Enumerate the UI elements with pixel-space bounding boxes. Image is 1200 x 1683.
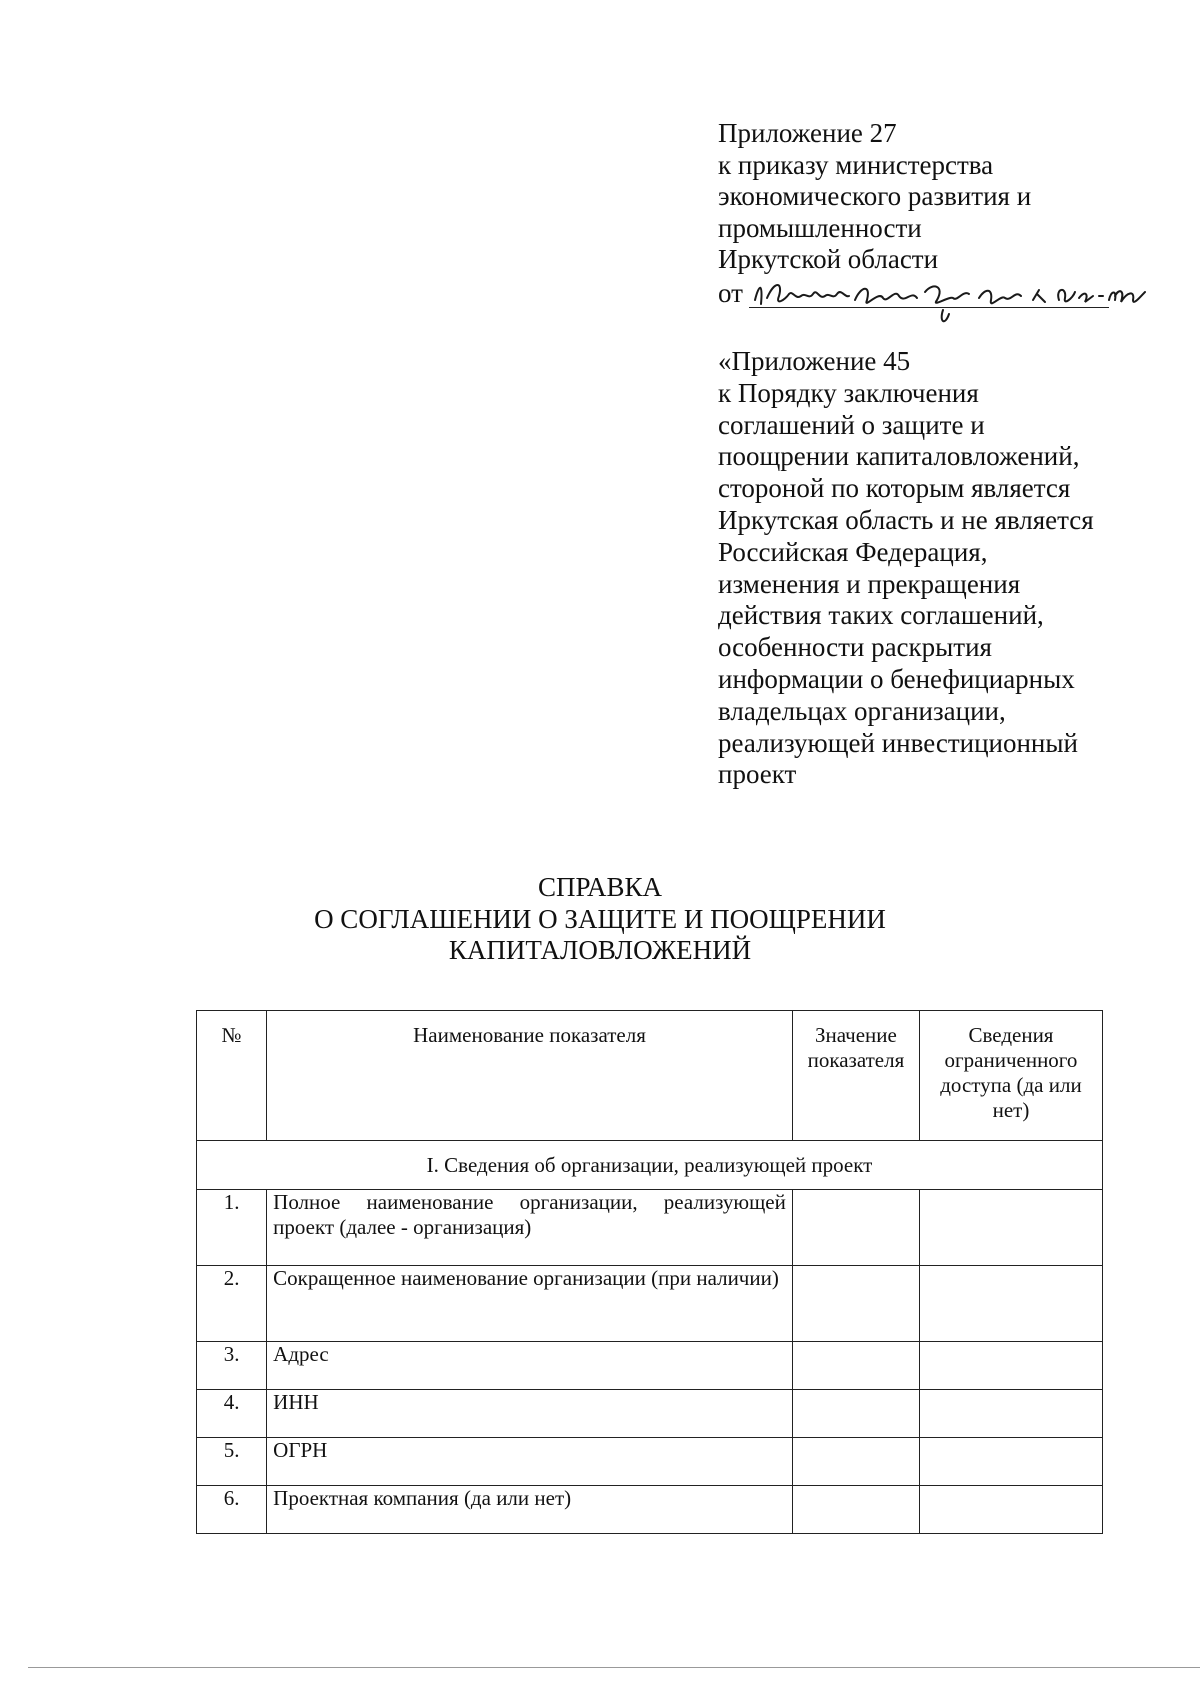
table-row (197, 1486, 1103, 1534)
row-value-cell[interactable] (792, 1390, 919, 1438)
row-restricted-cell[interactable] (919, 1438, 1102, 1486)
header-name: Наименование показателя (267, 1011, 793, 1141)
row-value-cell[interactable] (792, 1486, 919, 1534)
row-name: Адрес (267, 1342, 793, 1390)
table-row (197, 1342, 1103, 1390)
order-date-line (718, 276, 1109, 310)
title-line: О СОГЛАШЕНИИ О ЗАЩИТЕ И ПООЩРЕНИИ (314, 903, 886, 934)
annex-45-block (718, 346, 1094, 791)
row-name: Полное наименование организации, реализующей проект (далее - организация) (267, 1190, 793, 1266)
row-num: 2. (197, 1266, 267, 1342)
annex-line: поощрении капиталовложений, (718, 441, 1080, 472)
row-value-cell[interactable] (792, 1342, 919, 1390)
table-header-row (197, 1011, 1103, 1141)
row-name: Проектная компания (да или нет) (267, 1486, 793, 1534)
row-num: 3. (197, 1342, 267, 1390)
row-value-cell[interactable] (792, 1266, 919, 1342)
row-restricted-cell[interactable] (919, 1342, 1102, 1390)
annex-line: реализующей инвестиционный (718, 727, 1078, 758)
annex-line: экономического развития и (718, 181, 1032, 211)
section-row (197, 1141, 1103, 1190)
row-value-cell[interactable] (792, 1190, 919, 1266)
annex-line: соглашений о защите и (718, 409, 985, 440)
annex-line: изменения и прекращения (718, 568, 1021, 599)
header-num: № (197, 1011, 267, 1141)
handwritten-signature-icon (749, 270, 1169, 330)
annex-line: Иркутской области (718, 244, 939, 274)
annex-line: «Приложение 45 (718, 346, 911, 376)
annex-line: к Порядку заключения (718, 377, 979, 408)
row-num: 6. (197, 1486, 267, 1534)
from-prefix: от (718, 278, 743, 308)
annex-27-header (718, 118, 1109, 310)
page-bottom-rule (28, 1667, 1200, 1668)
header-restricted: Сведения ограниченного доступа (да или нет) (919, 1011, 1102, 1141)
row-name: ИНН (267, 1390, 793, 1438)
row-name: ОГРН (267, 1438, 793, 1486)
indicators-table (196, 1010, 1103, 1534)
header-value: Значение показателя (792, 1011, 919, 1141)
table-row (197, 1266, 1103, 1342)
title-line: КАПИТАЛОВЛОЖЕНИЙ (448, 935, 752, 965)
row-name: Сокращенное наименование организации (при наличии) (267, 1266, 793, 1342)
annex-line: Приложение 27 (718, 118, 897, 148)
document-title (0, 872, 1200, 967)
table-row (197, 1438, 1103, 1486)
annex-line: особенности раскрытия (718, 632, 992, 663)
annex-line: информации о бенефициарных (718, 663, 1075, 694)
annex-line: владельцах организации, (718, 695, 1006, 726)
row-restricted-cell[interactable] (919, 1390, 1102, 1438)
row-value-cell[interactable] (792, 1438, 919, 1486)
section-title: I. Сведения об организации, реализующей проект (197, 1141, 1103, 1190)
annex-line: проект (718, 759, 797, 790)
annex-line: Иркутская область и не является (718, 504, 1094, 535)
table-row (197, 1390, 1103, 1438)
row-restricted-cell[interactable] (919, 1190, 1102, 1266)
row-restricted-cell[interactable] (919, 1486, 1102, 1534)
annex-line: промышленности (718, 212, 922, 243)
annex-line: Российская Федерация, (718, 536, 988, 567)
annex-line: к приказу министерства (718, 149, 994, 180)
row-restricted-cell[interactable] (919, 1266, 1102, 1342)
title-line: СПРАВКА (537, 872, 663, 902)
annex-line: действия таких соглашений, (718, 600, 1044, 631)
annex-line: стороной по которым является (718, 473, 1071, 504)
table-row (197, 1190, 1103, 1266)
handwritten-order-date (749, 276, 1109, 310)
row-num: 1. (197, 1190, 267, 1266)
row-num: 5. (197, 1438, 267, 1486)
row-num: 4. (197, 1390, 267, 1438)
